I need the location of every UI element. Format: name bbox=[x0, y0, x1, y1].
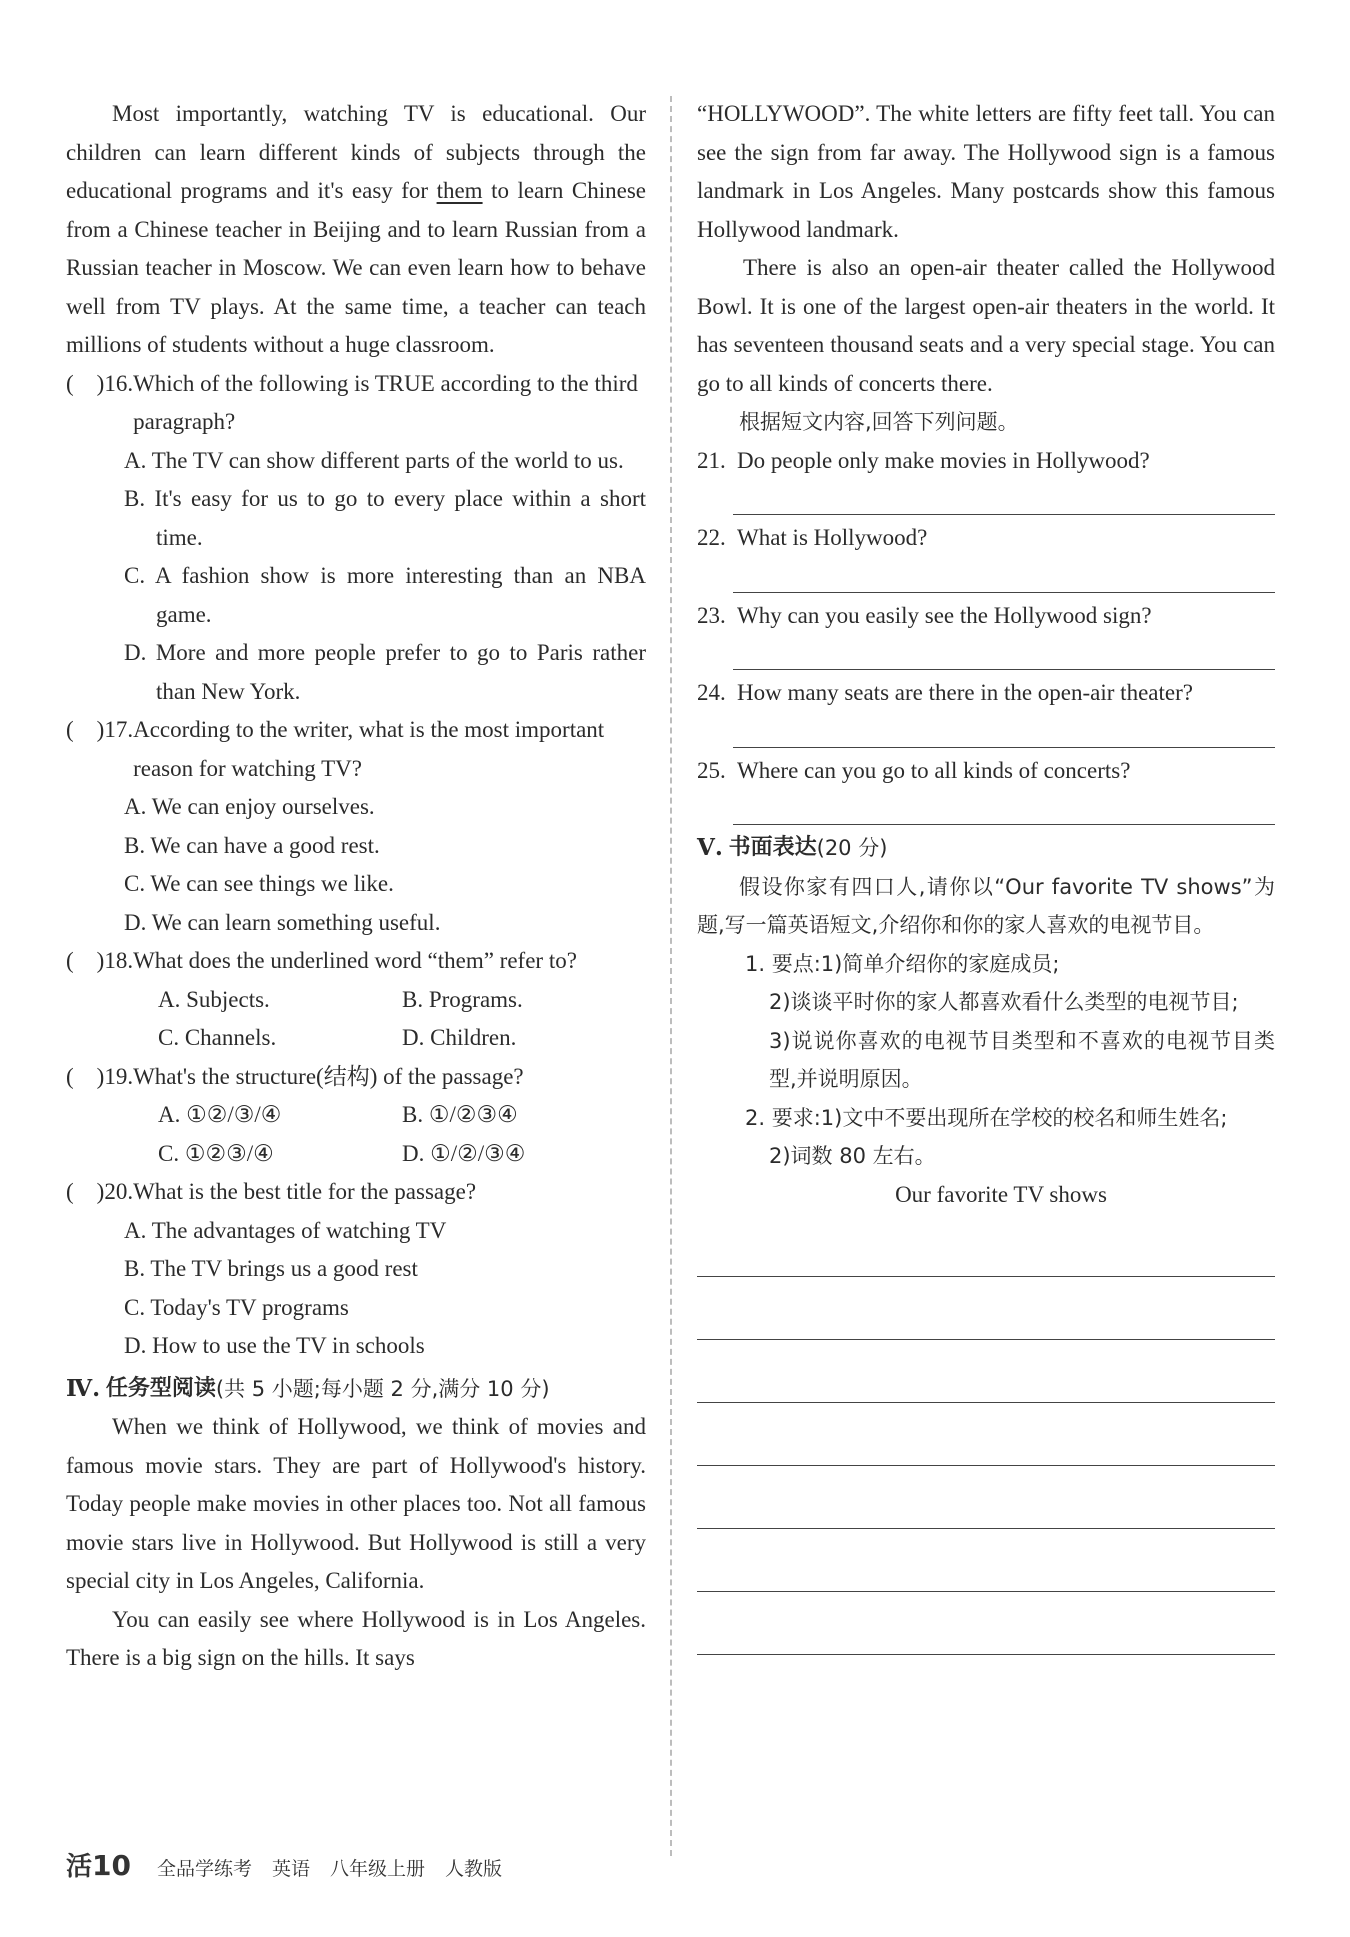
answer-line-24[interactable] bbox=[733, 713, 1275, 748]
option-17-d: D. We can learn something useful. bbox=[124, 909, 441, 935]
writing-line[interactable] bbox=[697, 1277, 1275, 1340]
options-18-row2 bbox=[66, 1019, 646, 1058]
requirement-1-c: 3)说说你喜欢的电视节目类型和不喜欢的电视节目类型,并说明原因。 bbox=[769, 1028, 1275, 1091]
question-24: 24. How many seats are there in the open-air theater? bbox=[697, 680, 1193, 705]
writing-line[interactable] bbox=[697, 1529, 1275, 1592]
option-18-d: D. Children. bbox=[402, 1025, 517, 1050]
footer-subject: 英语 bbox=[272, 1858, 311, 1880]
paragraph-education: Most importantly, watching TV is educational. Our children can learn different kinds of subjects through the educational programs and it's easy for them to learn Chinese from a Chinese teacher in Beijing and to learn Russian from a Russian teacher in Moscow. We can even learn how to behave well from TV plays. At the same time, a teacher can teach millions of students without a huge classroom. bbox=[66, 101, 646, 357]
question-25: 25. Where can you go to all kinds of concerts? bbox=[697, 757, 1131, 783]
answer-blank[interactable]: ( ) bbox=[66, 1179, 105, 1204]
options-18-row1 bbox=[66, 981, 646, 1020]
option-17-b: B. We can have a good rest. bbox=[124, 832, 380, 858]
page-footer bbox=[66, 1846, 522, 1883]
requirement-1-b: 2)谈谈平时你的家人都喜欢看什么类型的电视节目; bbox=[769, 990, 1239, 1014]
underlined-word-them: them bbox=[436, 178, 483, 203]
paragraph-hollywood-2-start: You can easily see where Hollywood is in Los Angeles. There is a big sign on the hills. It says bbox=[66, 1606, 646, 1670]
option-19-b: B. ①/②③④ bbox=[402, 1102, 518, 1127]
left-column bbox=[66, 95, 646, 1678]
section-4-heading: Ⅳ. 任务型阅读 (共 5 小题;每小题 2 分,满分 10 分) bbox=[66, 1374, 550, 1402]
question-18: ( ) 18. What does the underlined word “them” refer to? bbox=[66, 942, 646, 981]
footer-grade: 八年级上册 bbox=[330, 1858, 426, 1880]
option-19-c: C. ①②③/④ bbox=[158, 1140, 274, 1166]
paragraph-hollywood-1: When we think of Hollywood, we think of movies and famous movie stars. They are part of Hollywood's history. Today people make movies in other places too. Not all famous movie stars live in Hollywood. But Hollywood is still a very special city in Los Angeles, California. bbox=[66, 1414, 646, 1593]
answer-blank[interactable]: ( ) bbox=[66, 1063, 105, 1089]
answer-blank[interactable]: ( ) bbox=[66, 370, 105, 396]
column-divider bbox=[670, 96, 672, 1856]
requirement-1-a: 1. 要点:1)简单介绍你的家庭成员; bbox=[745, 951, 1060, 976]
writing-line[interactable] bbox=[697, 1340, 1275, 1403]
requirement-2-a: 2. 要求:1)文中不要出现所在学校的校名和师生姓名; bbox=[745, 1105, 1228, 1130]
question-22: 22. What is Hollywood? bbox=[697, 525, 928, 550]
answer-line-21[interactable] bbox=[733, 480, 1275, 515]
instruction-text: 根据短文内容,回答下列问题。 bbox=[739, 410, 1019, 434]
option-16-b: B. It's easy for us to go to every place within a short time. bbox=[124, 486, 646, 550]
essay-title: Our favorite TV shows bbox=[895, 1181, 1107, 1207]
question-20: ( ) 20. What is the best title for the passage? bbox=[66, 1173, 646, 1212]
option-16-a: A. The TV can show different parts of the world to us. bbox=[124, 447, 624, 473]
option-20-c: C. Today's TV programs bbox=[124, 1294, 349, 1320]
option-18-c: C. Channels. bbox=[158, 1025, 277, 1050]
page-number: 10 bbox=[92, 1849, 131, 1882]
option-20-b: B. The TV brings us a good rest bbox=[124, 1256, 418, 1281]
option-16-c: C. A fashion show is more interesting than an NBA game. bbox=[124, 563, 646, 627]
answer-blank[interactable]: ( ) bbox=[66, 717, 105, 742]
option-20-d: D. How to use the TV in schools bbox=[124, 1333, 425, 1358]
option-19-d: D. ①/②/③④ bbox=[402, 1140, 526, 1166]
answer-blank[interactable]: ( ) bbox=[66, 948, 105, 973]
options-19-row1 bbox=[66, 1096, 646, 1135]
question-19: ( ) 19. What's the structure(结构) of the passage? bbox=[66, 1058, 646, 1097]
answer-line-25[interactable] bbox=[733, 790, 1275, 825]
options-19-row2 bbox=[66, 1135, 646, 1174]
writing-line[interactable] bbox=[697, 1403, 1275, 1466]
option-18-b: B. Programs. bbox=[402, 986, 523, 1012]
option-18-a: A. Subjects. bbox=[158, 986, 270, 1012]
footer-edition: 人教版 bbox=[445, 1858, 503, 1880]
requirement-2-b: 2)词数 80 左右。 bbox=[769, 1144, 936, 1168]
section-5-heading: Ⅴ. 书面表达 (20 分) bbox=[697, 834, 888, 861]
question-21: 21. Do people only make movies in Hollywood? bbox=[697, 447, 1150, 473]
option-17-a: A. We can enjoy ourselves. bbox=[124, 794, 375, 819]
option-17-c: C. We can see things we like. bbox=[124, 871, 394, 896]
paragraph-hollywood-2-cont: “HOLLYWOOD”. The white letters are fifty feet tall. You can see the sign from far away. The Hollywood sign is a famous landmark in Los Angeles. Many postcards show this famous Hollywood landmark. bbox=[697, 101, 1275, 242]
footer-brand: 全品学练考 bbox=[156, 1858, 252, 1880]
option-16-d: D. More and more people prefer to go to Paris rather than New York. bbox=[124, 640, 646, 704]
answer-line-23[interactable] bbox=[733, 635, 1275, 670]
right-column bbox=[697, 95, 1275, 1655]
writing-line[interactable] bbox=[697, 1214, 1275, 1277]
question-17: ( ) 17. According to the writer, what is the most important reason for watching TV? bbox=[66, 711, 646, 788]
option-19-a: A. ①②/③/④ bbox=[158, 1102, 282, 1127]
question-16: ( ) 16. Which of the following is TRUE according to the third paragraph? bbox=[66, 365, 646, 442]
writing-line[interactable] bbox=[697, 1592, 1275, 1655]
answer-line-22[interactable] bbox=[733, 558, 1275, 593]
option-20-a: A. The advantages of watching TV bbox=[124, 1217, 447, 1243]
writing-prompt: 假设你家有四口人,请你以“Our favorite TV shows”为题,写一篇英语短文,介绍你和你的家人喜欢的电视节目。 bbox=[697, 874, 1275, 937]
paragraph-hollywood-3: There is also an open-air theater called the Hollywood Bowl. It is one of the largest open-air theaters in the world. It has seventeen thousand seats and a very special stage. You can go to all kinds of concerts there. bbox=[697, 255, 1275, 396]
question-23: 23. Why can you easily see the Hollywood sign? bbox=[697, 602, 1152, 628]
writing-line[interactable] bbox=[697, 1466, 1275, 1529]
footer-mark: 活 bbox=[66, 1852, 93, 1882]
